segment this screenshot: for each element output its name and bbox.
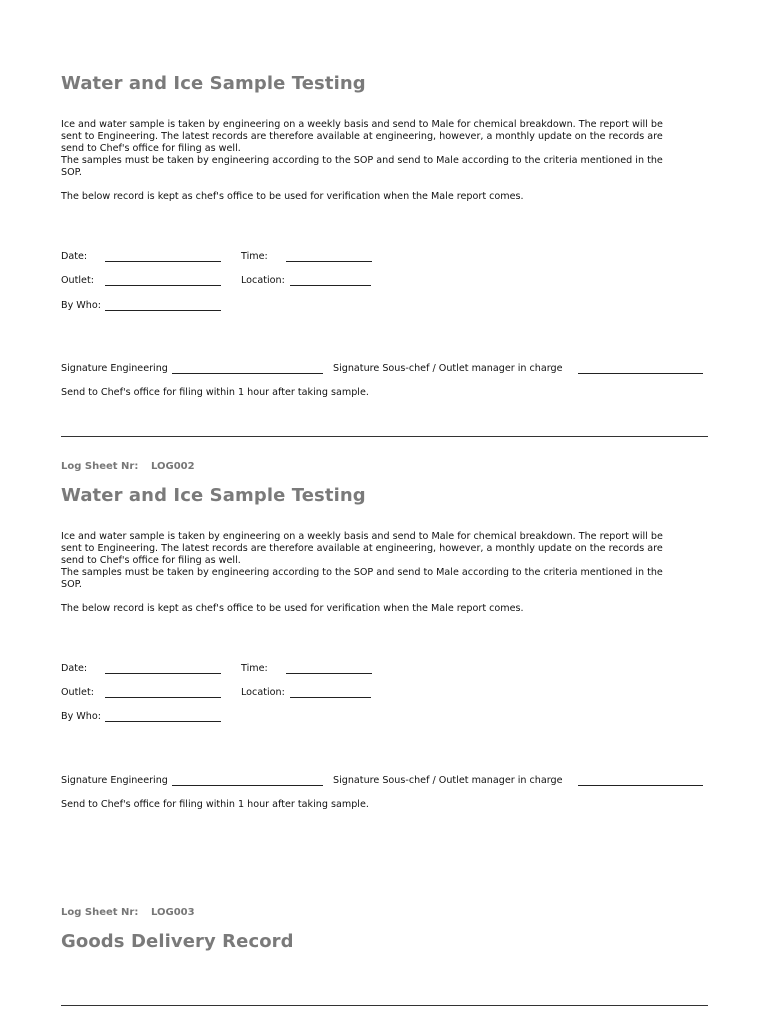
log-sheet-value: LOG002 [151,461,195,472]
section2-verification-note: The below record is kept as chef's office to be used for verification when the Male report comes. [61,603,524,614]
log-sheet-number [61,461,195,472]
log-sheet-number [61,907,195,918]
time-label: Time: [241,251,268,262]
date-field[interactable] [105,673,221,674]
location-field[interactable] [290,285,371,286]
signature-engineering-label: Signature Engineering [61,775,168,786]
bywho-field[interactable] [105,310,221,311]
signature-engineering-field[interactable] [172,785,323,786]
time-field[interactable] [286,261,372,262]
time-label: Time: [241,663,268,674]
log-sheet-label: Log Sheet Nr: [61,461,139,472]
signature-souschef-label: Signature Sous-chef / Outlet manager in charge [333,363,563,374]
section-divider [61,1005,708,1006]
section1-description: Ice and water sample is taken by engineering on a weekly basis and send to Male for chemical breakdown. The report will be sent to Engineering. The latest records are therefore available at engineering, however, a monthly update on the records are send to Chef's office for filing as well. The samples must be taken by engineering according to the SOP and send to Male according to the criteria mentioned in the SOP. [61,119,663,178]
location-label: Location: [241,687,285,698]
section3-title: Goods Delivery Record [61,931,294,952]
signature-engineering-label: Signature Engineering [61,363,168,374]
section2-description: Ice and water sample is taken by engineering on a weekly basis and send to Male for chemical breakdown. The report will be sent to Engineering. The latest records are therefore available at engineering, however, a monthly update on the records are send to Chef's office for filing as well. The samples must be taken by engineering according to the SOP and send to Male according to the criteria mentioned in the SOP. [61,531,663,590]
signature-souschef-label: Signature Sous-chef / Outlet manager in charge [333,775,563,786]
location-label: Location: [241,275,285,286]
signature-souschef-field[interactable] [578,373,703,374]
outlet-label: Outlet: [61,275,94,286]
time-field[interactable] [286,673,372,674]
outlet-field[interactable] [105,285,221,286]
section1-verification-note: The below record is kept as chef's office to be used for verification when the Male report comes. [61,191,524,202]
log-sheet-value: LOG003 [151,907,195,918]
location-field[interactable] [290,697,371,698]
section1-title: Water and Ice Sample Testing [61,73,366,94]
section-divider [61,436,708,437]
outlet-field[interactable] [105,697,221,698]
signature-souschef-field[interactable] [578,785,703,786]
filing-note: Send to Chef's office for filing within 1 hour after taking sample. [61,387,369,398]
date-label: Date: [61,251,88,262]
bywho-label: By Who: [61,300,101,311]
date-label: Date: [61,663,88,674]
bywho-label: By Who: [61,711,101,722]
log-sheet-label: Log Sheet Nr: [61,907,139,918]
filing-note: Send to Chef's office for filing within 1 hour after taking sample. [61,799,369,810]
date-field[interactable] [105,261,221,262]
section2-title: Water and Ice Sample Testing [61,485,366,506]
bywho-field[interactable] [105,721,221,722]
outlet-label: Outlet: [61,687,94,698]
signature-engineering-field[interactable] [172,373,323,374]
